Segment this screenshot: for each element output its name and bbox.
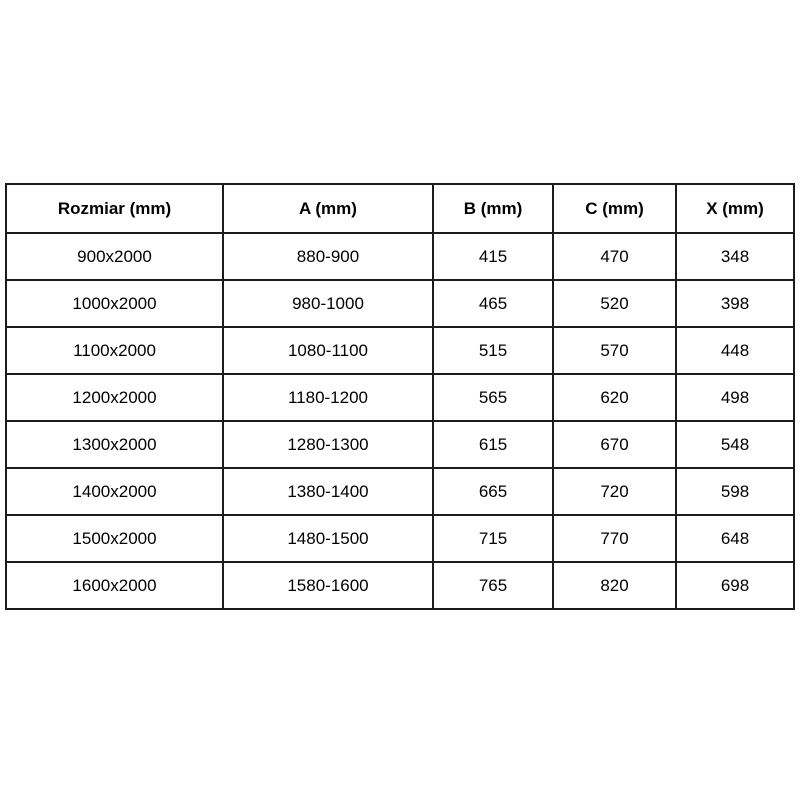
- cell-a: 880-900: [223, 233, 433, 280]
- cell-x: 498: [676, 374, 794, 421]
- table-header-row: [6, 184, 794, 233]
- cell-rozmiar: 900x2000: [6, 233, 223, 280]
- cell-b: 515: [433, 327, 553, 374]
- cell-b: 765: [433, 562, 553, 609]
- cell-x: 398: [676, 280, 794, 327]
- table-row: [6, 374, 794, 421]
- cell-rozmiar: 1000x2000: [6, 280, 223, 327]
- table-row: [6, 562, 794, 609]
- cell-b: 715: [433, 515, 553, 562]
- column-header-c: C (mm): [553, 184, 676, 233]
- cell-b: 565: [433, 374, 553, 421]
- column-header-rozmiar: Rozmiar (mm): [6, 184, 223, 233]
- cell-b: 665: [433, 468, 553, 515]
- cell-b: 615: [433, 421, 553, 468]
- cell-a: 1380-1400: [223, 468, 433, 515]
- cell-a: 980-1000: [223, 280, 433, 327]
- table-row: [6, 515, 794, 562]
- cell-x: 348: [676, 233, 794, 280]
- cell-x: 698: [676, 562, 794, 609]
- cell-b: 465: [433, 280, 553, 327]
- cell-c: 720: [553, 468, 676, 515]
- cell-c: 670: [553, 421, 676, 468]
- table-row: [6, 233, 794, 280]
- cell-a: 1180-1200: [223, 374, 433, 421]
- cell-c: 820: [553, 562, 676, 609]
- dimension-table: [5, 183, 795, 610]
- cell-rozmiar: 1600x2000: [6, 562, 223, 609]
- cell-a: 1080-1100: [223, 327, 433, 374]
- column-header-a: A (mm): [223, 184, 433, 233]
- cell-rozmiar: 1200x2000: [6, 374, 223, 421]
- table-row: [6, 468, 794, 515]
- cell-b: 415: [433, 233, 553, 280]
- cell-x: 448: [676, 327, 794, 374]
- column-header-b: B (mm): [433, 184, 553, 233]
- cell-rozmiar: 1400x2000: [6, 468, 223, 515]
- cell-rozmiar: 1500x2000: [6, 515, 223, 562]
- cell-rozmiar: 1100x2000: [6, 327, 223, 374]
- column-header-x: X (mm): [676, 184, 794, 233]
- cell-x: 648: [676, 515, 794, 562]
- cell-rozmiar: 1300x2000: [6, 421, 223, 468]
- cell-c: 620: [553, 374, 676, 421]
- cell-c: 470: [553, 233, 676, 280]
- table-body: [6, 233, 794, 609]
- cell-x: 598: [676, 468, 794, 515]
- cell-a: 1480-1500: [223, 515, 433, 562]
- cell-c: 570: [553, 327, 676, 374]
- cell-c: 770: [553, 515, 676, 562]
- cell-a: 1580-1600: [223, 562, 433, 609]
- table-row: [6, 327, 794, 374]
- cell-x: 548: [676, 421, 794, 468]
- table-row: [6, 280, 794, 327]
- cell-c: 520: [553, 280, 676, 327]
- dimension-table-container: [5, 183, 793, 610]
- cell-a: 1280-1300: [223, 421, 433, 468]
- table-row: [6, 421, 794, 468]
